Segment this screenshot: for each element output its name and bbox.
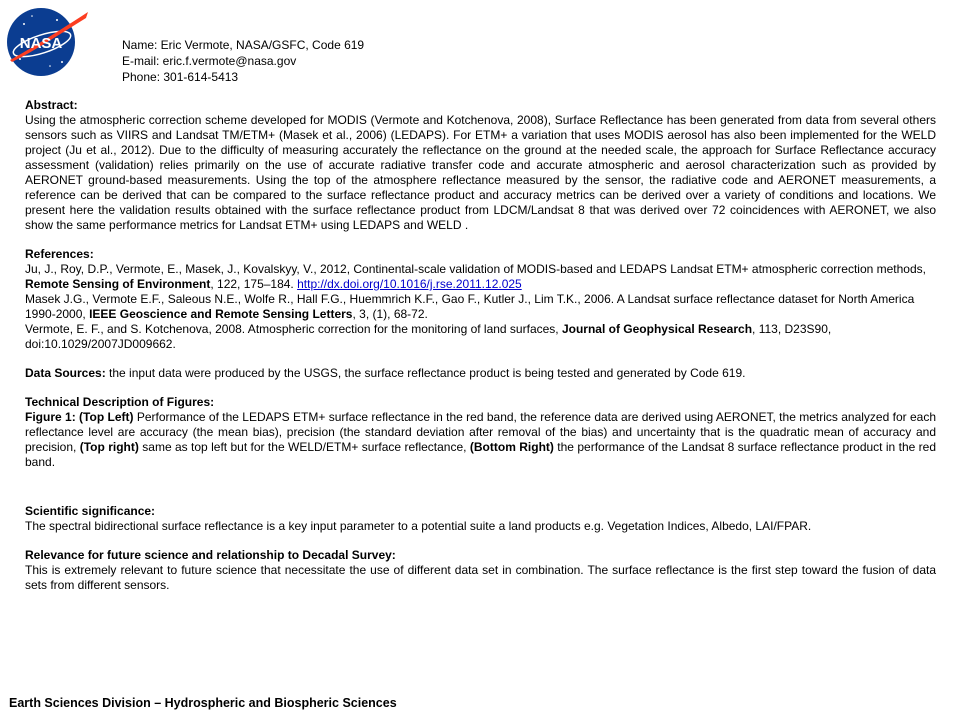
contact-name: Name: Eric Vermote, NASA/GSFC, Code 619: [122, 38, 365, 52]
abstract-heading: Abstract:: [25, 98, 78, 112]
reference-text: , 122, 175–184.: [210, 277, 298, 291]
contact-phone: Phone: 301-614-5413: [122, 70, 239, 84]
reference-journal: Remote Sensing of Environment: [25, 277, 211, 291]
reference-ju-2012: [25, 262, 936, 292]
technical-text: [25, 410, 936, 470]
reference-masek-2006: [25, 292, 936, 322]
significance-section: [25, 504, 936, 534]
top-right-label: (Top right): [79, 440, 139, 454]
reference-text: , 113, D23S90, doi:10.1029/2007JD009662.: [25, 322, 832, 351]
svg-text:NASA: NASA: [19, 35, 63, 52]
relevance-heading: Relevance for future science and relationship to Decadal Survey:: [25, 548, 396, 562]
reference-doi-link[interactable]: http://dx.doi.org/10.1016/j.rse.2011.12.025: [297, 277, 522, 291]
reference-vermote-2008: [25, 322, 936, 352]
data-sources-section: [25, 366, 936, 381]
top-left-label: (Top Left): [79, 410, 134, 424]
data-sources-heading: Data Sources:: [25, 366, 106, 380]
reference-text: Ju, J., Roy, D.P., Vermote, E., Masek, J., Kovalskyy, V., 2012, Continental-scale validation of MODIS-based and LEDAPS Landsat ETM+ atmospheric correction methods,: [25, 262, 926, 276]
spacer: [25, 484, 936, 504]
technical-section: [25, 395, 936, 470]
technical-text-part: same as top left but for the WELD/ETM+ surface reflectance,: [138, 440, 470, 454]
technical-heading: Technical Description of Figures:: [25, 395, 215, 409]
reference-text: , 3, (1), 68-72.: [352, 307, 428, 321]
technical-text-part: the performance of the Landsat 8 surface reflectance product in the red band.: [25, 440, 937, 469]
footer-division: Earth Sciences Division – Hydrospheric and Biospheric Sciences: [9, 696, 397, 710]
references-heading: References:: [25, 247, 94, 261]
abstract-section: [25, 98, 936, 233]
references-section: [25, 247, 936, 352]
reference-text: Masek J.G., Vermote E.F., Saleous N.E., Wolfe R., Hall F.G., Huemmrich K.F., Gao F., Kutler J., Lim T.K., 2006. A Landsat surface reflectance dataset for North America 1990-2000,: [25, 292, 915, 321]
data-sources-text: the input data were produced by the USGS, the surface reflectance product is being tested and generated by Code 619.: [105, 366, 746, 380]
nasa-logo: [2, 4, 92, 80]
significance-text: The spectral bidirectional surface reflectance is a key input parameter to a potential suite a land products e.g. Vegetation Indices, Albedo, LAI/FPAR.: [25, 519, 812, 533]
bottom-right-label: (Bottom Right): [469, 440, 554, 454]
contact-info: [122, 37, 364, 85]
figure-label: Figure 1:: [25, 410, 80, 424]
document-body: [25, 98, 936, 607]
reference-journal: Journal of Geophysical Research: [561, 322, 753, 336]
reference-journal: IEEE Geoscience and Remote Sensing Letters: [89, 307, 353, 321]
relevance-text: This is extremely relevant to future science that necessitate the use of different data set in combination. The surface reflectance is the first step toward the fusion of data sets from different sensors.: [25, 563, 936, 592]
contact-email[interactable]: E-mail: eric.f.vermote@nasa.gov: [122, 54, 297, 68]
significance-heading: Scientific significance:: [25, 504, 156, 518]
technical-text-part: Performance of the LEDAPS ETM+ surface reflectance in the red band, the reference data are derived using AERONET, the metrics analyzed for each reflectance level are accuracy (the mean bias), precision (the standard deviation after removal of the bias) and uncertainty that is the quadratic mean of accuracy and precision,: [25, 410, 936, 454]
abstract-text: Using the atmospheric correction scheme developed for MODIS (Vermote and Kotchenova, 2008), Surface Reflectance has been generated from data from several others sensors such as VIIRS and Landsat TM/ETM+ (Masek et al., 2006) (LEDAPS). For ETM+ a variation that uses MODIS aerosol has also been implemented for the WELD project (Ju et al., 2012). Due to the difficulty of measuring accurately the reflectance on the ground at the needed scale, the approach for Surface Reflectance accuracy assessment (validation) relies primarily on the use of accurate radiative transfer code and accurate atmospheric and aerosol characterization such as provided by AERONET ground-based measurements. Using the top of the atmosphere reflectance measured by the sensor, the radiative code and AERONET measurements, a reference can be derived that can be compared to the surface reflectance product and accuracy metrics can be derived over a variety of conditions and locations. We present here the validation results obtained with the surface reflectance product from LDCM/Landsat 8 that was derived over 72 coincidences with AERONET, we also show the same performance metrics for Landsat ETM+ using LEDAPS and WELD .: [25, 113, 936, 232]
reference-text: Vermote, E. F., and S. Kotchenova, 2008. Atmospheric correction for the monitoring of land surfaces,: [25, 322, 562, 336]
relevance-section: [25, 548, 936, 593]
